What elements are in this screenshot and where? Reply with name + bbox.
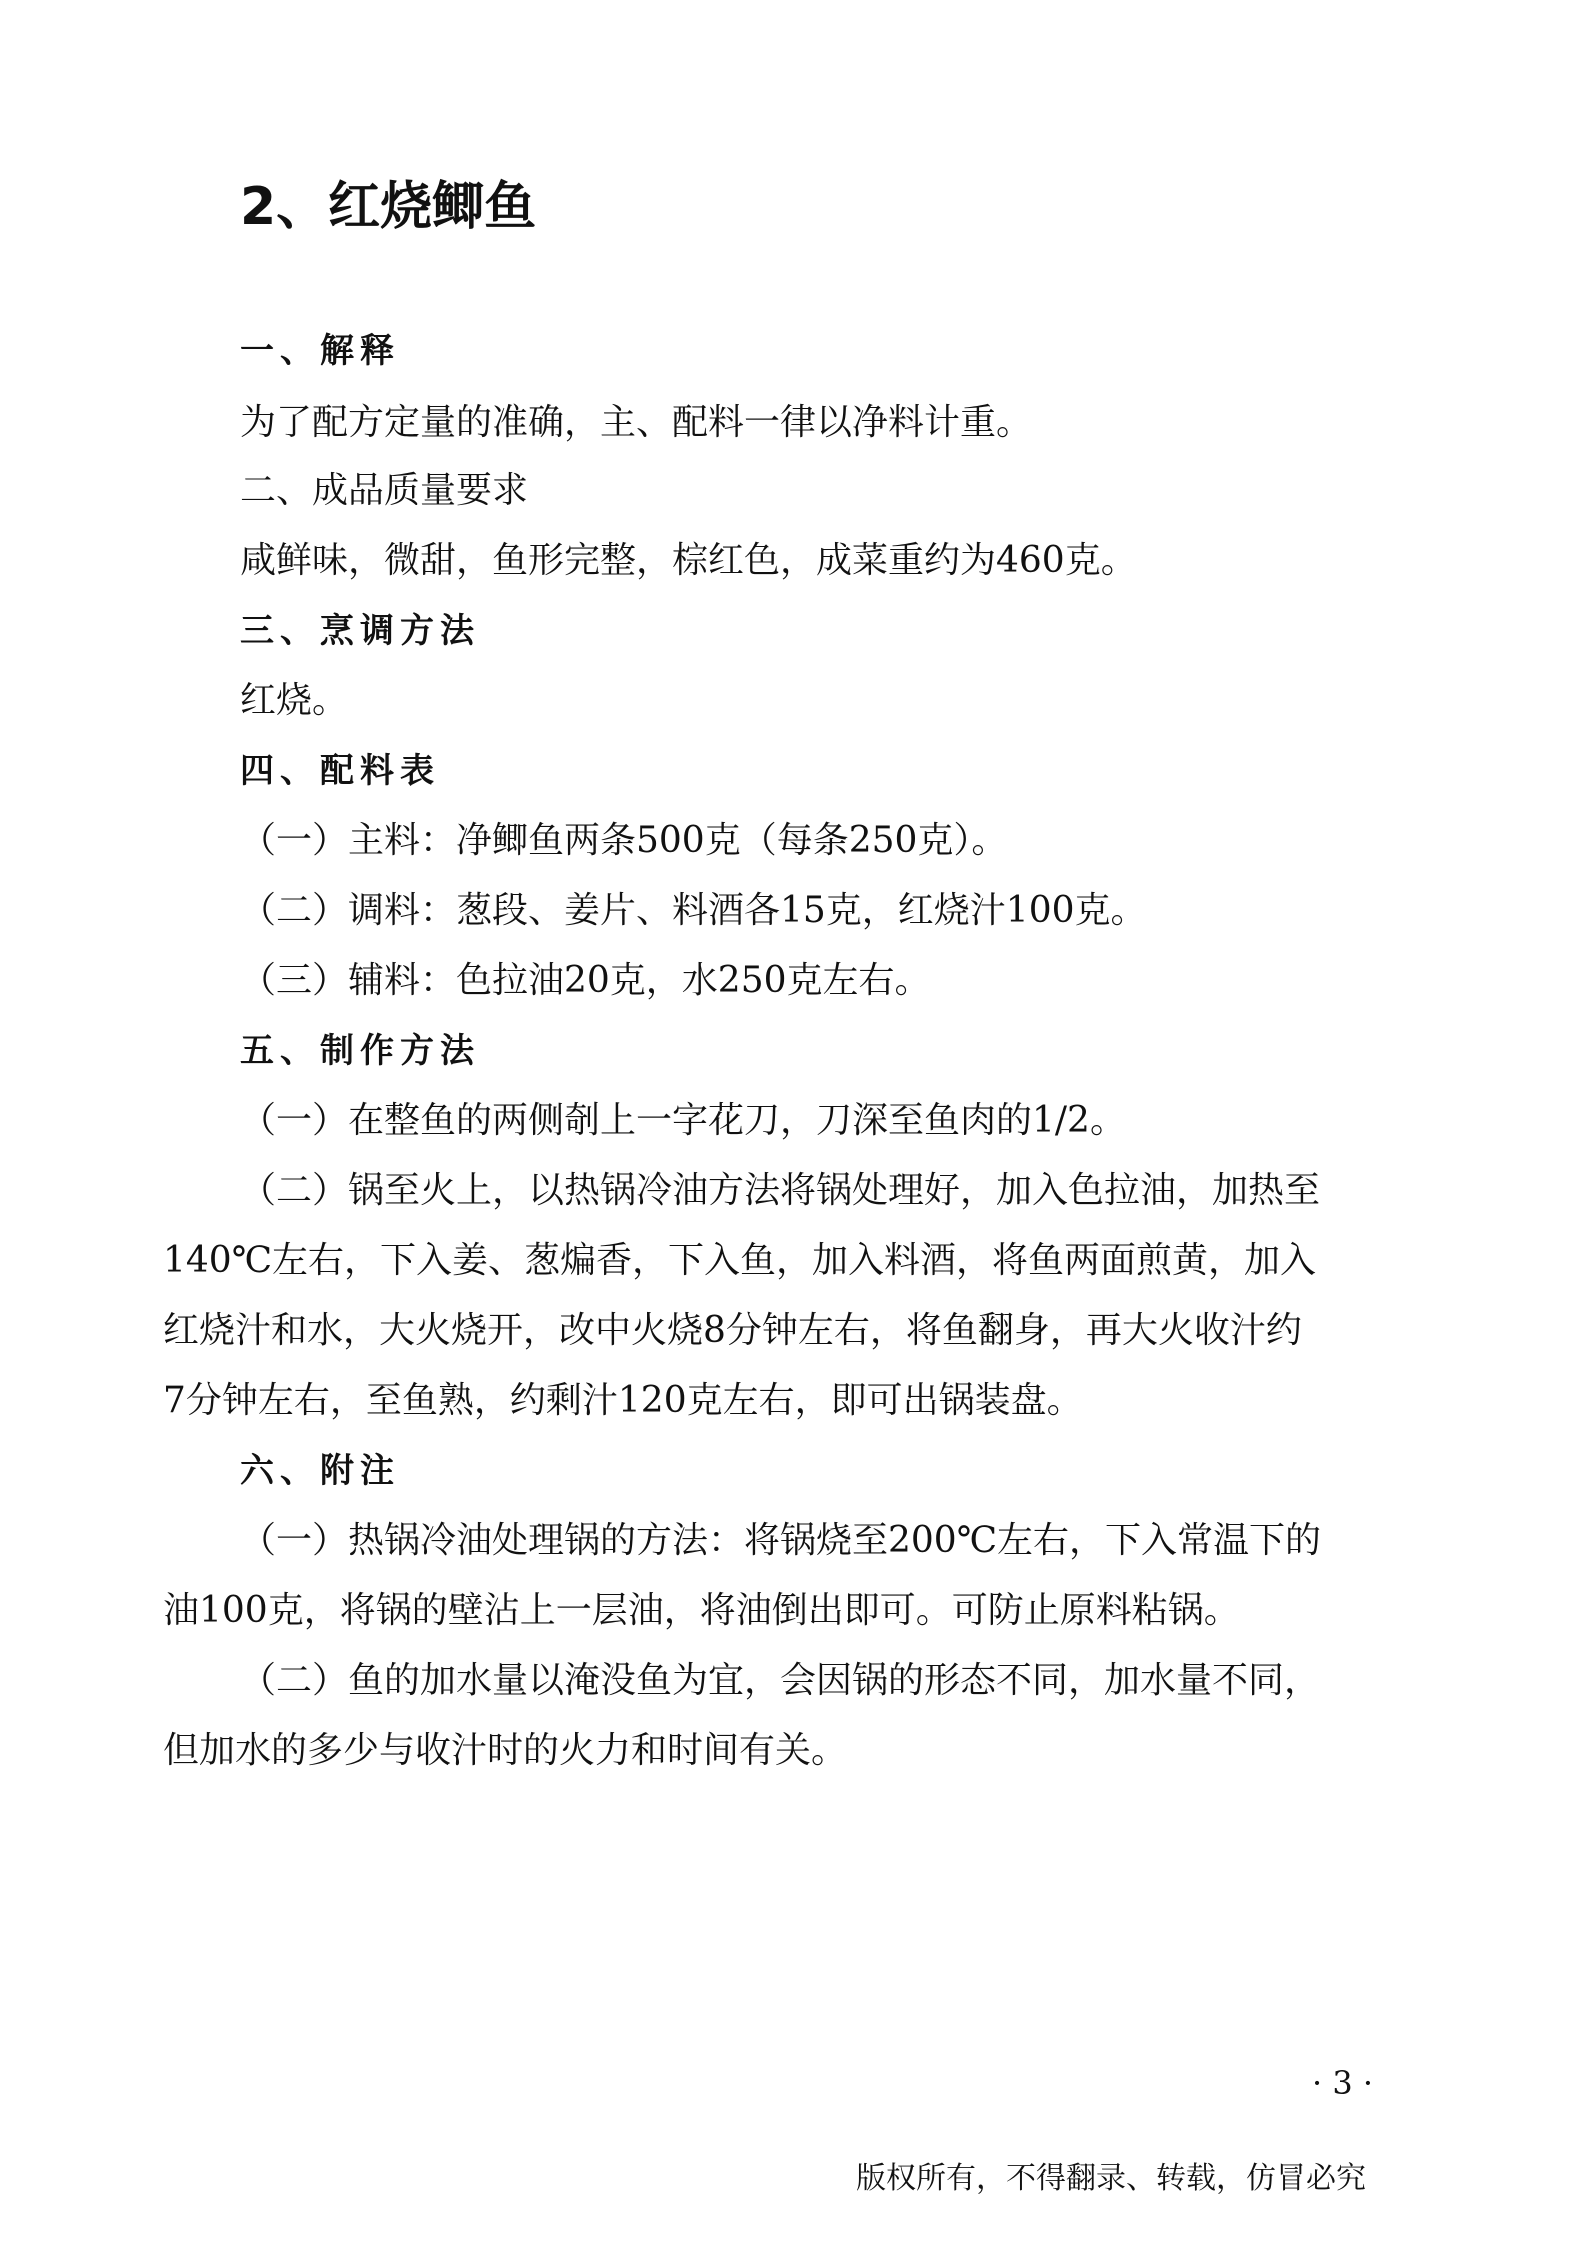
page-title: 2、红烧鲫鱼 (240, 177, 537, 237)
section-heading-method: 三、烹调方法 (240, 611, 480, 651)
preparation-step-2-line-3: 红烧汁和水，大火烧开，改中火烧8分钟左右，将鱼翻身，再大火收汁约 (163, 1310, 1302, 1351)
preparation-step-2-line-2: 140℃左右，下入姜、葱煸香，下入鱼，加入料酒，将鱼两面煎黄，加入 (163, 1240, 1316, 1281)
section-text-quality: 咸鲜味，微甜，鱼形完整，棕红色，成菜重约为460克。 (240, 540, 1137, 581)
section-text-method: 红烧。 (240, 680, 349, 721)
section-heading-preparation: 五、制作方法 (240, 1031, 480, 1071)
page-number: · 3 · (1312, 2064, 1374, 2102)
section-heading-quality: 二、成品质量要求 (240, 470, 529, 511)
preparation-step-1: （一）在整鱼的两侧剞上一字花刀，刀深至鱼肉的1/2。 (240, 1100, 1126, 1141)
ingredient-seasoning: （二）调料：葱段、姜片、料酒各15克，红烧汁100克。 (240, 890, 1147, 931)
copyright-footer: 版权所有，不得翻录、转载，仿冒必究 (856, 2161, 1366, 2196)
note-2-line-2: 但加水的多少与收汁时的火力和时间有关。 (163, 1730, 848, 1771)
note-1-line-2: 油100克，将锅的壁沾上一层油，将油倒出即可。可防止原料粘锅。 (163, 1590, 1240, 1631)
preparation-step-2-line-1: （二）锅至火上，以热锅冷油方法将锅处理好，加入色拉油，加热至 (240, 1170, 1321, 1211)
section-text-explanation: 为了配方定量的准确，主、配料一律以净料计重。 (240, 402, 1033, 443)
section-heading-notes: 六、附注 (240, 1451, 400, 1491)
note-2-line-1: （二）鱼的加水量以淹没鱼为宜，会因锅的形态不同，加水量不同， (240, 1660, 1321, 1701)
ingredient-auxiliary: （三）辅料：色拉油20克，水250克左右。 (240, 960, 931, 1001)
section-heading-explanation: 一、解释 (240, 331, 400, 371)
section-heading-ingredients: 四、配料表 (240, 751, 440, 791)
ingredient-main: （一）主料：净鲫鱼两条500克（每条250克）。 (240, 820, 1008, 861)
note-1-line-1: （一）热锅冷油处理锅的方法：将锅烧至200℃左右，下入常温下的 (240, 1520, 1321, 1561)
preparation-step-2-line-4: 7分钟左右，至鱼熟，约剩汁120克左右，即可出锅装盘。 (163, 1380, 1083, 1421)
